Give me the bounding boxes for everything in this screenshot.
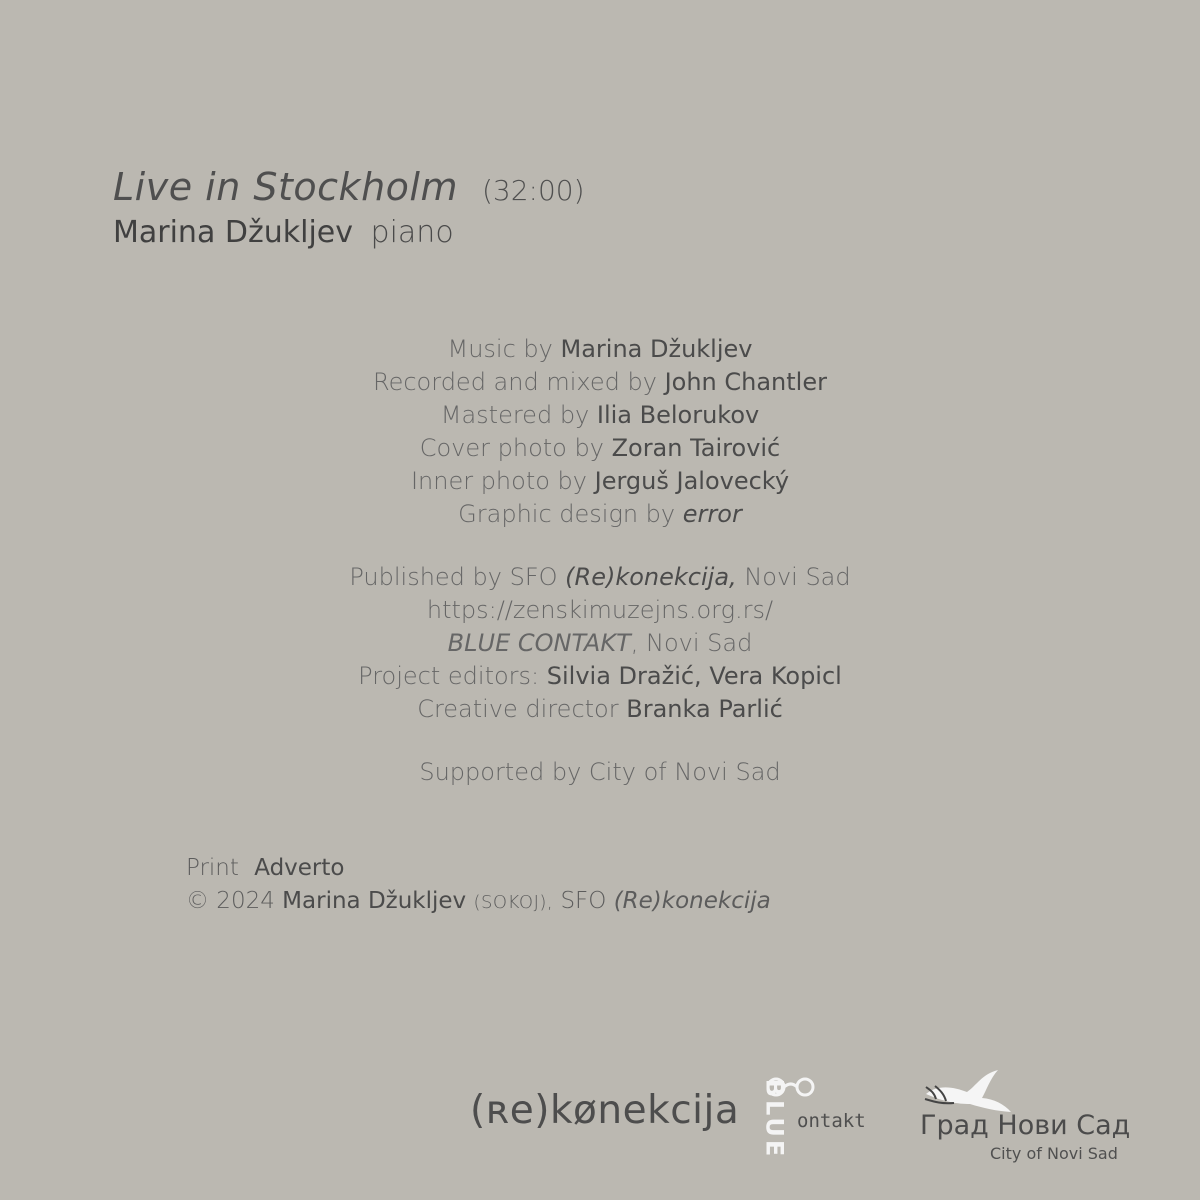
city-latin-prefix: City of (990, 1144, 1042, 1163)
city-latin-name (990, 1144, 1118, 1163)
album-duration: (32:00) (481, 174, 585, 207)
credit-mastered-label: Mastered by (440, 401, 590, 429)
project-editors-line (280, 660, 920, 693)
credit-design-name: error (682, 500, 742, 528)
project-editors-names: Silvia Dražić, Vera Kopicl (546, 662, 842, 690)
credit-design-label: Graphic design by (458, 500, 676, 528)
published-label: Published by SFO (349, 563, 558, 591)
copyright-line (186, 885, 946, 919)
copyright-prefix: © 2024 (186, 888, 275, 914)
credit-cover-photo-name: Zoran Tairović (611, 434, 781, 462)
credit-recorded-name: John Chantler (664, 368, 827, 396)
credit-music (280, 333, 920, 366)
blue-contakt-name: BLUE CONTAKT (447, 629, 631, 657)
credit-inner-photo (280, 465, 920, 498)
print-line (186, 852, 946, 885)
credit-recorded (280, 366, 920, 399)
credit-recorded-label: Recorded and mixed by (373, 368, 657, 396)
city-novi-sad-logo (920, 1062, 1150, 1182)
artist-line (113, 215, 813, 250)
published-line (280, 561, 920, 594)
credit-mastered-name: Ilia Belorukov (596, 401, 760, 429)
title-line (113, 165, 813, 209)
footer (186, 852, 946, 919)
credit-inner-photo-label: Inner photo by (410, 467, 587, 495)
creative-director-name: Branka Parlić (626, 695, 783, 723)
city-cyrillic-prefix: Град (920, 1110, 989, 1141)
artist-name: Marina Džukljev (113, 215, 353, 250)
album-title: Live in Stockholm (113, 165, 458, 209)
publisher-url: https://zenskimuzejns.org.rs/ (426, 596, 774, 624)
blue-contakt-logo (760, 1073, 888, 1183)
support-spacer (280, 726, 920, 756)
published-name: (Re)konekcija, (565, 563, 737, 591)
copyright-sokoj: (SOKOJ), (473, 892, 554, 913)
logo-row (470, 1062, 1170, 1182)
credit-design (280, 498, 920, 531)
city-cyrillic-name (920, 1110, 1130, 1141)
credit-inner-photo-name: Jerguš Jalovecký (594, 467, 790, 495)
credit-music-name: Marina Džukljev (560, 335, 753, 363)
city-latin-main: Novi Sad (1046, 1144, 1118, 1163)
published-place: Novi Sad (744, 563, 851, 591)
print-name: Adverto (254, 855, 345, 881)
dove-icon (920, 1062, 1015, 1116)
blue-contakt-line (280, 627, 920, 660)
credit-music-label: Music by (447, 335, 553, 363)
blue-logo-text: BLUE (760, 1078, 789, 1160)
credits-list (280, 333, 920, 789)
rekonekcija-logo: (ʀe)kønekcija (470, 1088, 740, 1133)
contakt-logo-text: ontakt (797, 1110, 866, 1132)
title-block (113, 165, 813, 250)
creative-director-line (280, 693, 920, 726)
credit-cover-photo-label: Cover photo by (419, 434, 604, 462)
artist-instrument: piano (370, 215, 454, 250)
creative-director-label: Creative director (417, 695, 619, 723)
credit-cover-photo (280, 432, 920, 465)
copyright-sfo-name: (Re)konekcija (613, 888, 771, 914)
blue-contakt-place: , Novi Sad (630, 629, 753, 657)
copyright-name: Marina Džukljev (282, 888, 467, 914)
credit-mastered (280, 399, 920, 432)
credits-spacer (280, 531, 920, 561)
city-cyrillic-main: Нови Сад (997, 1110, 1131, 1141)
print-label: Print (186, 855, 239, 881)
support-line: Supported by City of Novi Sad (419, 758, 781, 786)
copyright-sfo: SFO (560, 888, 607, 914)
project-editors-label: Project editors: (358, 662, 540, 690)
